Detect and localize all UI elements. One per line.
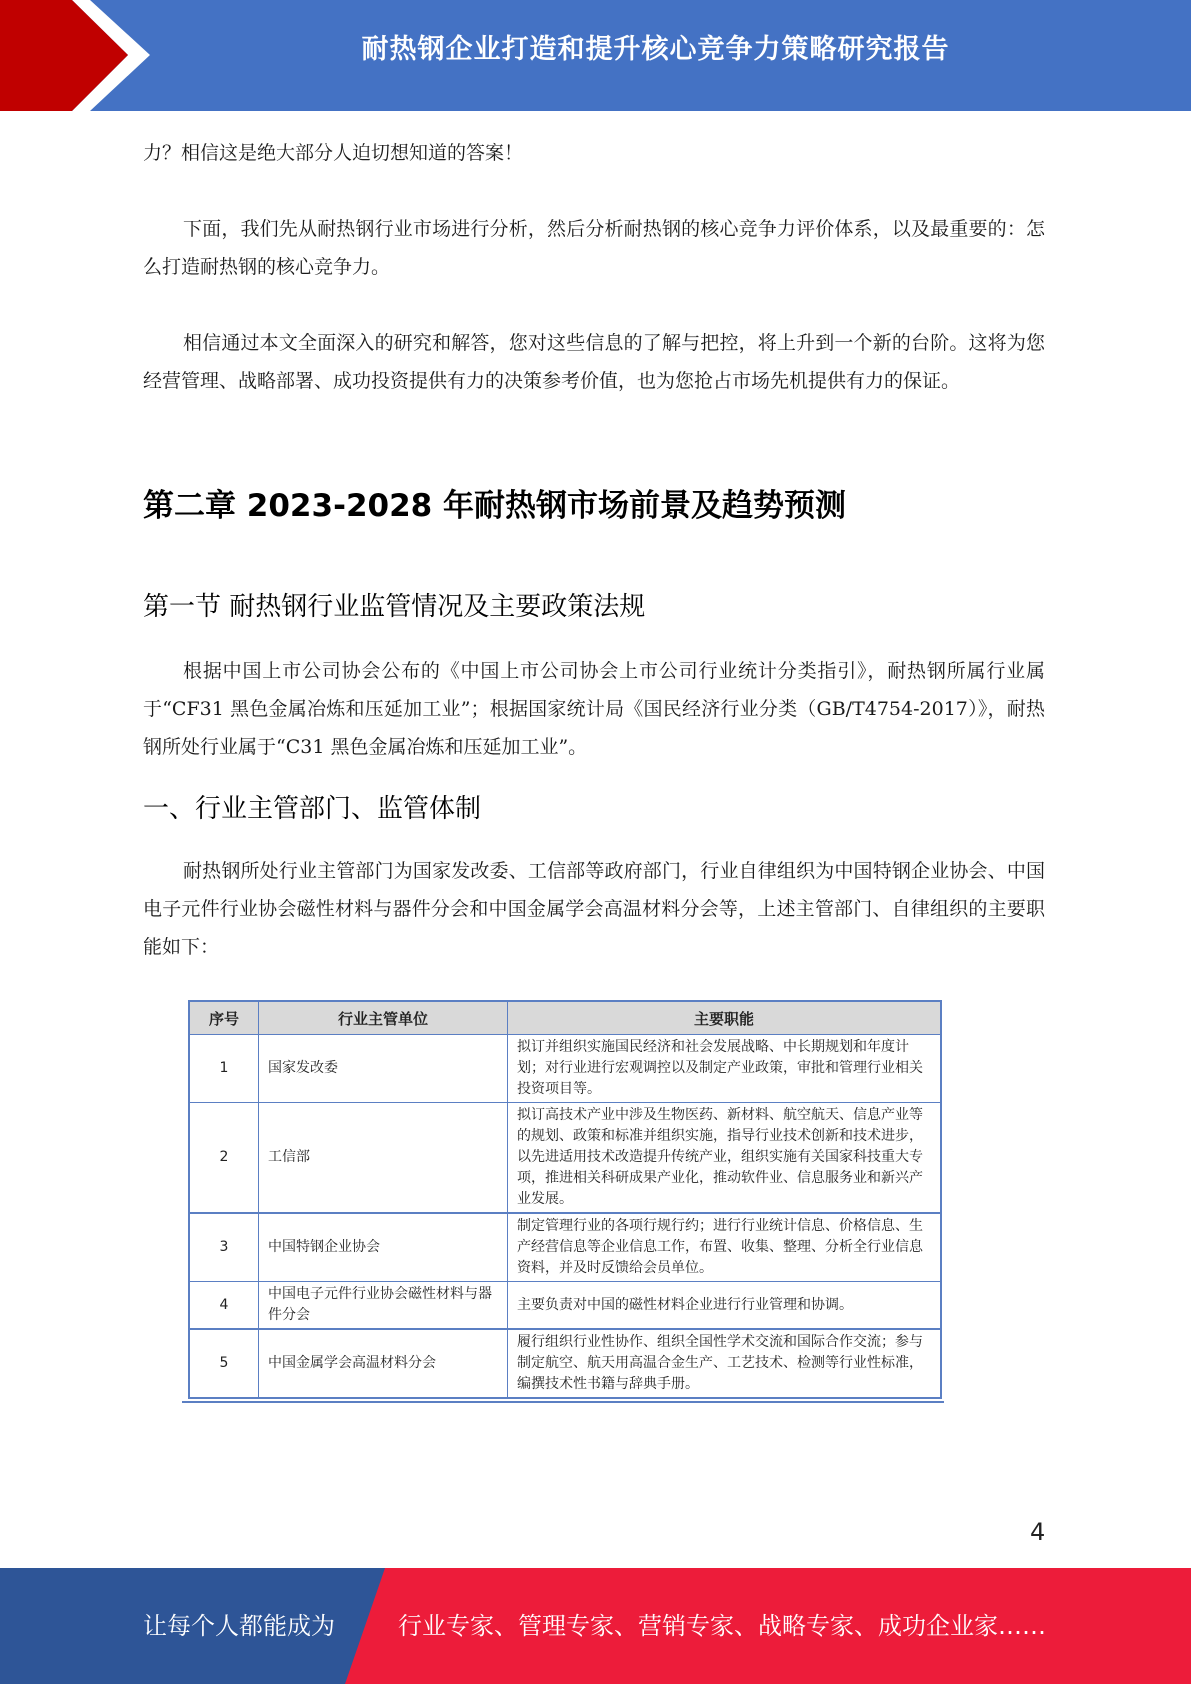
table-row (189, 1282, 941, 1330)
row-no: 3 (189, 1213, 259, 1282)
row-no: 1 (189, 1035, 259, 1103)
row-unit: 中国电子元件行业协会磁性材料与器件分会 (259, 1282, 508, 1330)
paragraph-5-block (143, 852, 1045, 966)
section-heading: 第一节 耐热钢行业监管情况及主要政策法规 (143, 592, 646, 622)
row-duty: 履行组织行业性协作、组织全国性学术交流和国际合作交流；参与制定航空、航天用高温合金生产、工艺技术、检测等行业性标准，编撰技术性书籍与辞典手册。 (508, 1329, 942, 1398)
footer-slogan-left: 让每个人都能成为 (143, 1612, 335, 1640)
subsection-heading: 一、行业主管部门、监管体制 (143, 794, 482, 824)
table-underline (182, 1401, 944, 1403)
row-no: 2 (189, 1103, 259, 1214)
row-duty: 制定管理行业的各项行规行约；进行行业统计信息、价格信息、生产经营信息等企业信息工作，布置、收集、整理、分析全行业信息资料，并及时反馈给会员单位。 (508, 1213, 942, 1282)
row-no: 4 (189, 1282, 259, 1330)
paragraph-4-block (143, 652, 1045, 766)
row-unit: 国家发改委 (259, 1035, 508, 1103)
paragraph-4: 根据中国上市公司协会公布的《中国上市公司协会上市公司行业统计分类指引》，耐热钢所属行业属于“CF31 黑色金属冶炼和压延加工业”；根据国家统计局《国民经济行业分类（GB/T4754-2017）》，耐热钢所处行业属于“C31 黑色金属冶炼和压延加工业”。 (143, 660, 1045, 758)
paragraph-5: 耐热钢所处行业主管部门为国家发改委、工信部等政府部门，行业自律组织为中国特钢企业协会、中国电子元件行业协会磁性材料与器件分会和中国金属学会高温材料分会等，上述主管部门、自律组织的主要职能如下： (143, 860, 1045, 958)
paragraph-2: 下面，我们先从耐热钢行业市场进行分析，然后分析耐热钢的核心竞争力评价体系，以及最重要的：怎么打造耐热钢的核心竞争力。 (143, 218, 1045, 278)
table-row (189, 1213, 941, 1282)
page-number: 4 (1030, 1518, 1046, 1546)
table-row (189, 1329, 941, 1398)
paragraph-3-block (143, 324, 1045, 400)
paragraph-1: 力？相信这是绝大部分人迫切想知道的答案！ (143, 142, 524, 164)
header-duty: 主要职能 (508, 1001, 942, 1035)
row-unit: 中国金属学会高温材料分会 (259, 1329, 508, 1398)
row-duty: 拟订并组织实施国民经济和社会发展战略、中长期规划和年度计划；对行业进行宏观调控以及制定产业政策，审批和管理行业相关投资项目等。 (508, 1035, 942, 1103)
table-row (189, 1035, 941, 1103)
paragraph-3: 相信通过本文全面深入的研究和解答，您对这些信息的了解与把控，将上升到一个新的台阶。这将为您经营管理、战略部署、成功投资提供有力的决策参考价值，也为您抢占市场先机提供有力的保证。 (143, 332, 1045, 392)
header-no: 序号 (189, 1001, 259, 1035)
footer-slogan-right: 行业专家、管理专家、营销专家、战略专家、成功企业家…… (398, 1612, 1046, 1640)
section-heading-block (143, 586, 1045, 623)
subsection-heading-block (143, 788, 1045, 825)
regulators-table (188, 1000, 942, 1399)
paragraph-2-block (143, 210, 1045, 286)
chapter-heading: 第二章 2023-2028 年耐热钢市场前景及趋势预测 (143, 488, 847, 524)
row-unit: 中国特钢企业协会 (259, 1213, 508, 1282)
row-no: 5 (189, 1329, 259, 1398)
table-header-row (189, 1001, 941, 1035)
page-footer (0, 1568, 1191, 1684)
row-duty: 拟订高技术产业中涉及生物医药、新材料、航空航天、信息产业等的规划、政策和标准并组织实施，指导行业技术创新和技术进步，以先进适用技术改造提升传统产业，组织实施有关国家科技重大专项，推进相关科研成果产业化，推动软件业、信息服务业和新兴产业发展。 (508, 1103, 942, 1214)
row-unit: 工信部 (259, 1103, 508, 1214)
paragraph-1-block (143, 134, 1045, 172)
table-row (189, 1103, 941, 1214)
chapter-heading-block (143, 480, 1045, 525)
regulators-table-wrapper (188, 1000, 942, 1399)
report-title: 耐热钢企业打造和提升核心竞争力策略研究报告 (361, 34, 950, 65)
page-header (0, 0, 1191, 111)
header-unit: 行业主管单位 (259, 1001, 508, 1035)
row-duty: 主要负责对中国的磁性材料企业进行行业管理和协调。 (508, 1282, 942, 1330)
